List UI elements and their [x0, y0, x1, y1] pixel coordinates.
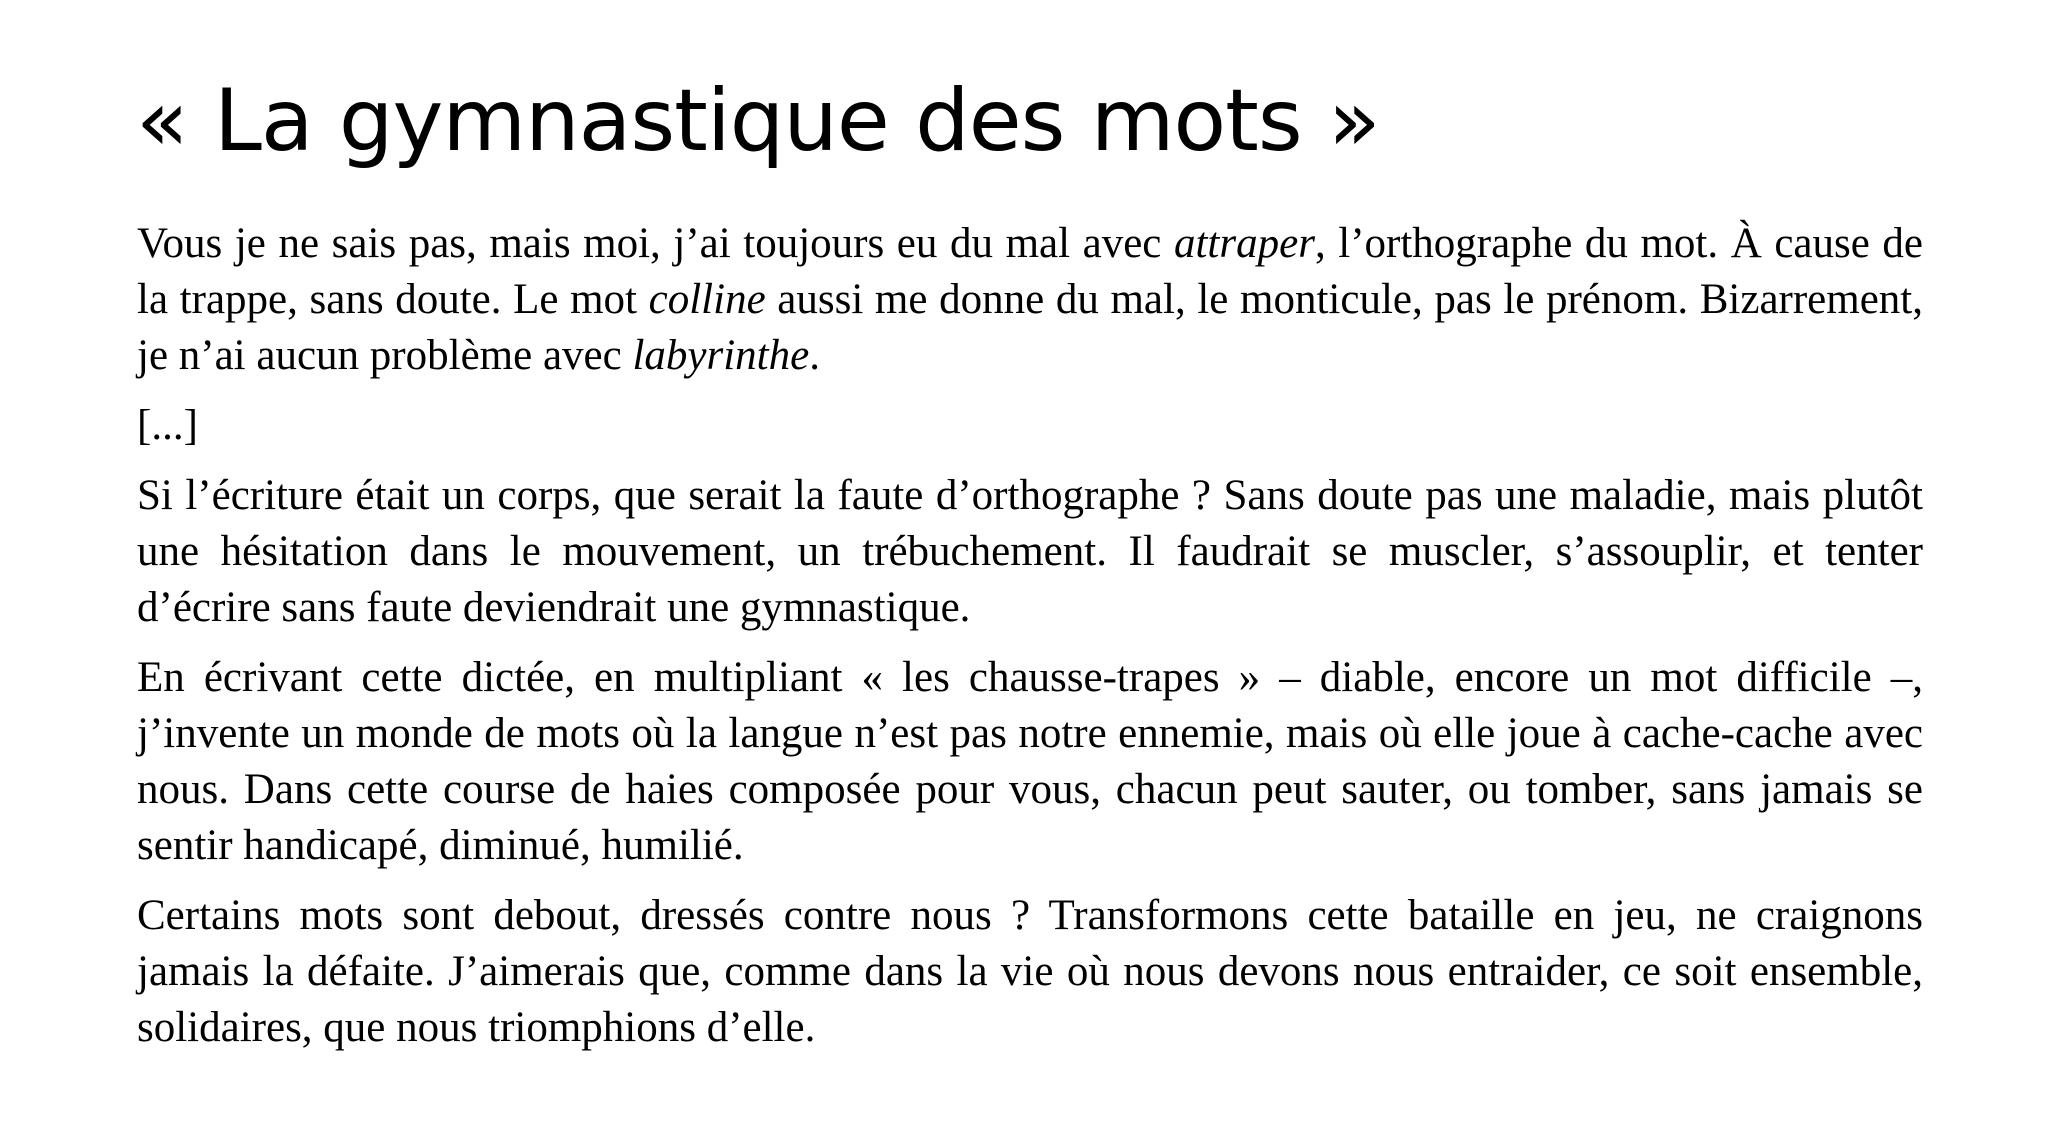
italic-word-attraper: attraper: [1173, 220, 1315, 267]
slide-body: [137, 216, 1923, 1070]
italic-word-labyrinthe: labyrinthe: [632, 332, 810, 379]
paragraph-4: En écrivant cette dictée, en multipliant « les chausse-trapes » – diable, encore un mot difficile –, j’invente un monde de mots où la langue n’est pas notre ennemie, mais où elle joue à cache-cache avec nous. Dans cette course de haies composée pour vous, chacun peut sauter, ou tomber, sans jamais se sentir handicapé, diminué, humilié.: [137, 654, 1923, 869]
paragraph-3: Si l’écriture était un corps, que serait la faute d’orthographe ? Sans doute pas une maladie, mais plutôt une hésitation dans le mouvement, un trébuchement. Il faudrait se muscler, s’assouplir, et tenter d’écrire sans faute deviendrait une gymnastique.: [137, 472, 1923, 631]
paragraph-1: [137, 216, 1923, 384]
paragraph-5: Certains mots sont debout, dressés contre nous ? Transformons cette bataille en jeu, ne craignons jamais la défaite. J’aimerais que, comme dans la vie où nous devons nous entraider, ce soit ensemble, solidaires, que nous triomphions d’elle.: [137, 892, 1923, 1051]
paragraph-1-text-c: aussi me donne du mal, le monticule, pas le prénom. Bizarrement, je n’ai aucun problème avec: [137, 276, 1923, 379]
paragraph-1-text-d: .: [809, 332, 820, 379]
slide-title: « La gymnastique des mots »: [136, 71, 1380, 171]
paragraph-1-text-a: Vous je ne sais pas, mais moi, j’ai toujours eu du mal avec: [137, 220, 1174, 267]
ellipsis-marker: [...]: [137, 402, 198, 449]
italic-word-colline: colline: [648, 276, 766, 323]
paragraph-1-text-b: , l’orthographe du mot. À cause de la trappe, sans doute. Le mot: [137, 220, 1924, 323]
